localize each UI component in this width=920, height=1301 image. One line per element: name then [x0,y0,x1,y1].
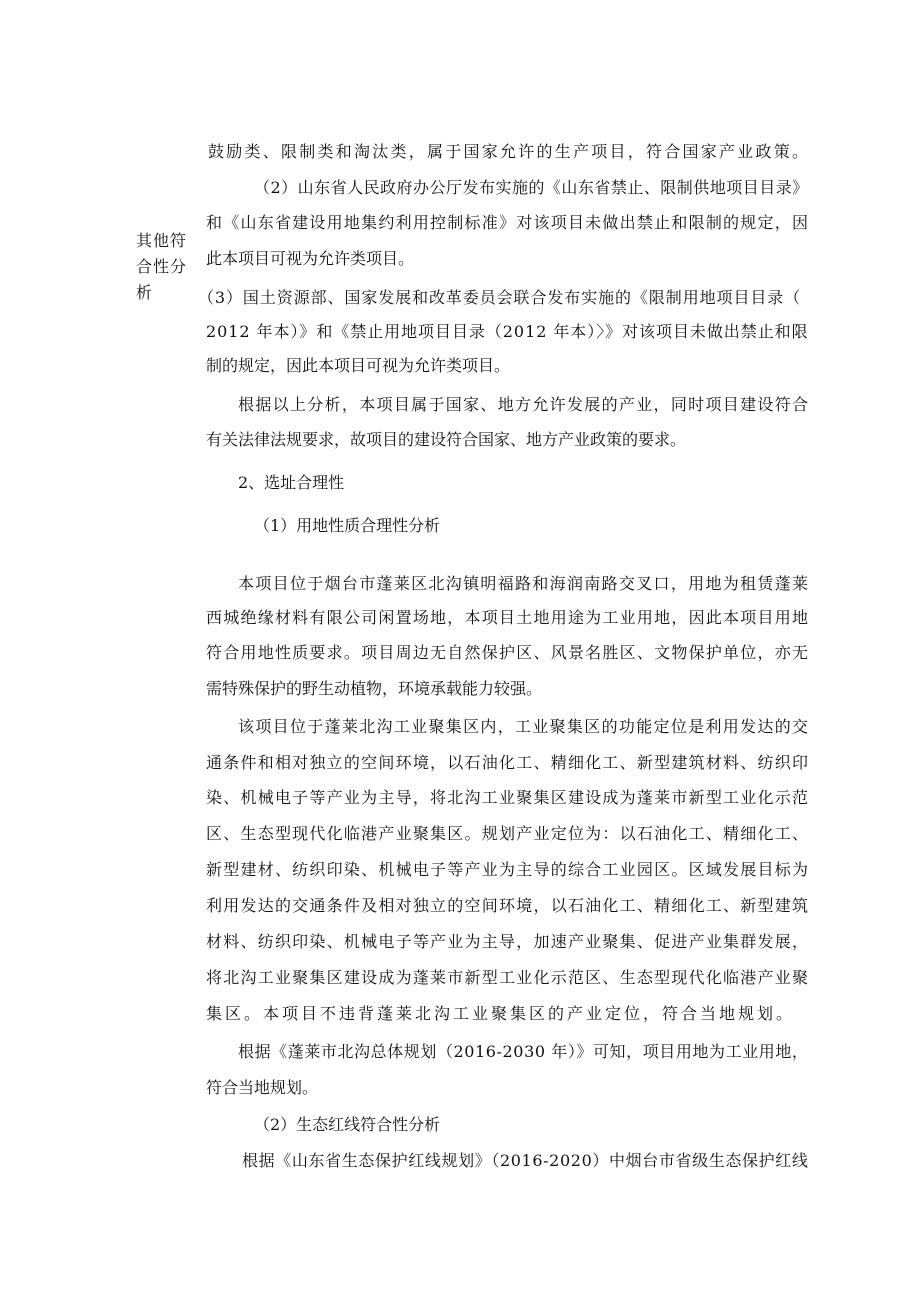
text-line: 符合用地性质要求。项目周边无自然保护区、风景名胜区、文物保护单位，亦无 [206,643,810,662]
subsection-heading: （2）生态红线符合性分析 [254,1115,441,1134]
text-line: 染、机械电子等产业为主导，将北沟工业聚集区建设成为蓬莱市新型工业化示范 [206,788,810,807]
text-line: 有关法律法规要求，故项目的建设符合国家、地方产业政策的要求。 [206,430,687,449]
text-line: （2）山东省人民政府办公厅发布实施的《山东省禁止、限制供地项目目录》 [254,178,809,197]
text-line: 新型建材、纺织印染、机械电子等产业为主导的综合工业园区。区域发展目标为 [206,860,810,879]
text-line: 本项目位于烟台市蓬莱区北沟镇明福路和海润南路交叉口，用地为租赁蓬莱 [238,574,810,593]
subsection-heading: （1）用地性质合理性分析 [254,516,441,535]
text-line: （3）国土资源部、国家发展和改革委员会联合发布实施的《限制用地项目目录（ [198,288,802,307]
text-line: 区、生态型现代化临港产业聚集区。规划产业定位为：以石油化工、精细化工、 [206,824,810,843]
text-line: 集区。本项目不违背蓬莱北沟工业聚集区的产业定位，符合当地规划。 [206,1004,796,1023]
text-line: 和《山东省建设用地集约利用控制标准》对该项目未做出禁止和限制的规定，因 [206,213,810,232]
text-line: 制的规定，因此本项目可视为允许类项目。 [206,356,511,375]
text-line: 将北沟工业聚集区建设成为蓬莱市新型工业化示范区、生态型现代化临港产业聚 [206,968,810,987]
text-line: 2012 年本）》和《禁止用地项目目录（2012 年本）〉》对该项目未做出禁止和限 [206,322,809,341]
side-label [136,228,192,306]
text-line: 通条件和相对独立的空间环境，以石油化工、精细化工、新型建筑材料、纺织印 [206,753,810,772]
text-line: 西城绝缘材料有限公司闲置场地，本项目土地用途为工业用地，因此本项目用地 [206,608,810,627]
text-line: 鼓励类、限制类和淘汰类，属于国家允许的生产项目，符合国家产业政策。 [208,142,811,161]
text-line: 根据以上分析，本项目属于国家、地方允许发展的产业，同时项目建设符合 [238,395,810,414]
text-line: 利用发达的交通条件及相对独立的空间环境，以石油化工、精细化工、新型建筑 [206,896,810,915]
section-heading: 2、选址合理性 [238,473,345,492]
text-line: 需特殊保护的野生动植物，环境承载能力较强。 [206,679,543,698]
text-line: 材料、纺织印染、机械电子等产业为主导，加速产业聚集、促进产业集群发展， [206,932,810,951]
text-line: 此本项目可视为允许类项目。 [206,249,415,268]
side-label-line: 合性分 [136,257,188,276]
side-label-line: 析 [136,283,154,302]
text-line: 该项目位于蓬莱北沟工业聚集区内，工业聚集区的功能定位是利用发达的交 [238,717,810,736]
text-line: 符合当地规划。 [206,1078,319,1097]
side-label-line: 其他符 [136,231,188,250]
text-line: 根据《蓬莱市北沟总体规划（2016-2030 年）》可知，项目用地为工业用地， [238,1042,809,1061]
text-line: 根据《山东省生态保护红线规划》（2016-2020）中烟台市省级生态保护红线 [242,1151,809,1170]
